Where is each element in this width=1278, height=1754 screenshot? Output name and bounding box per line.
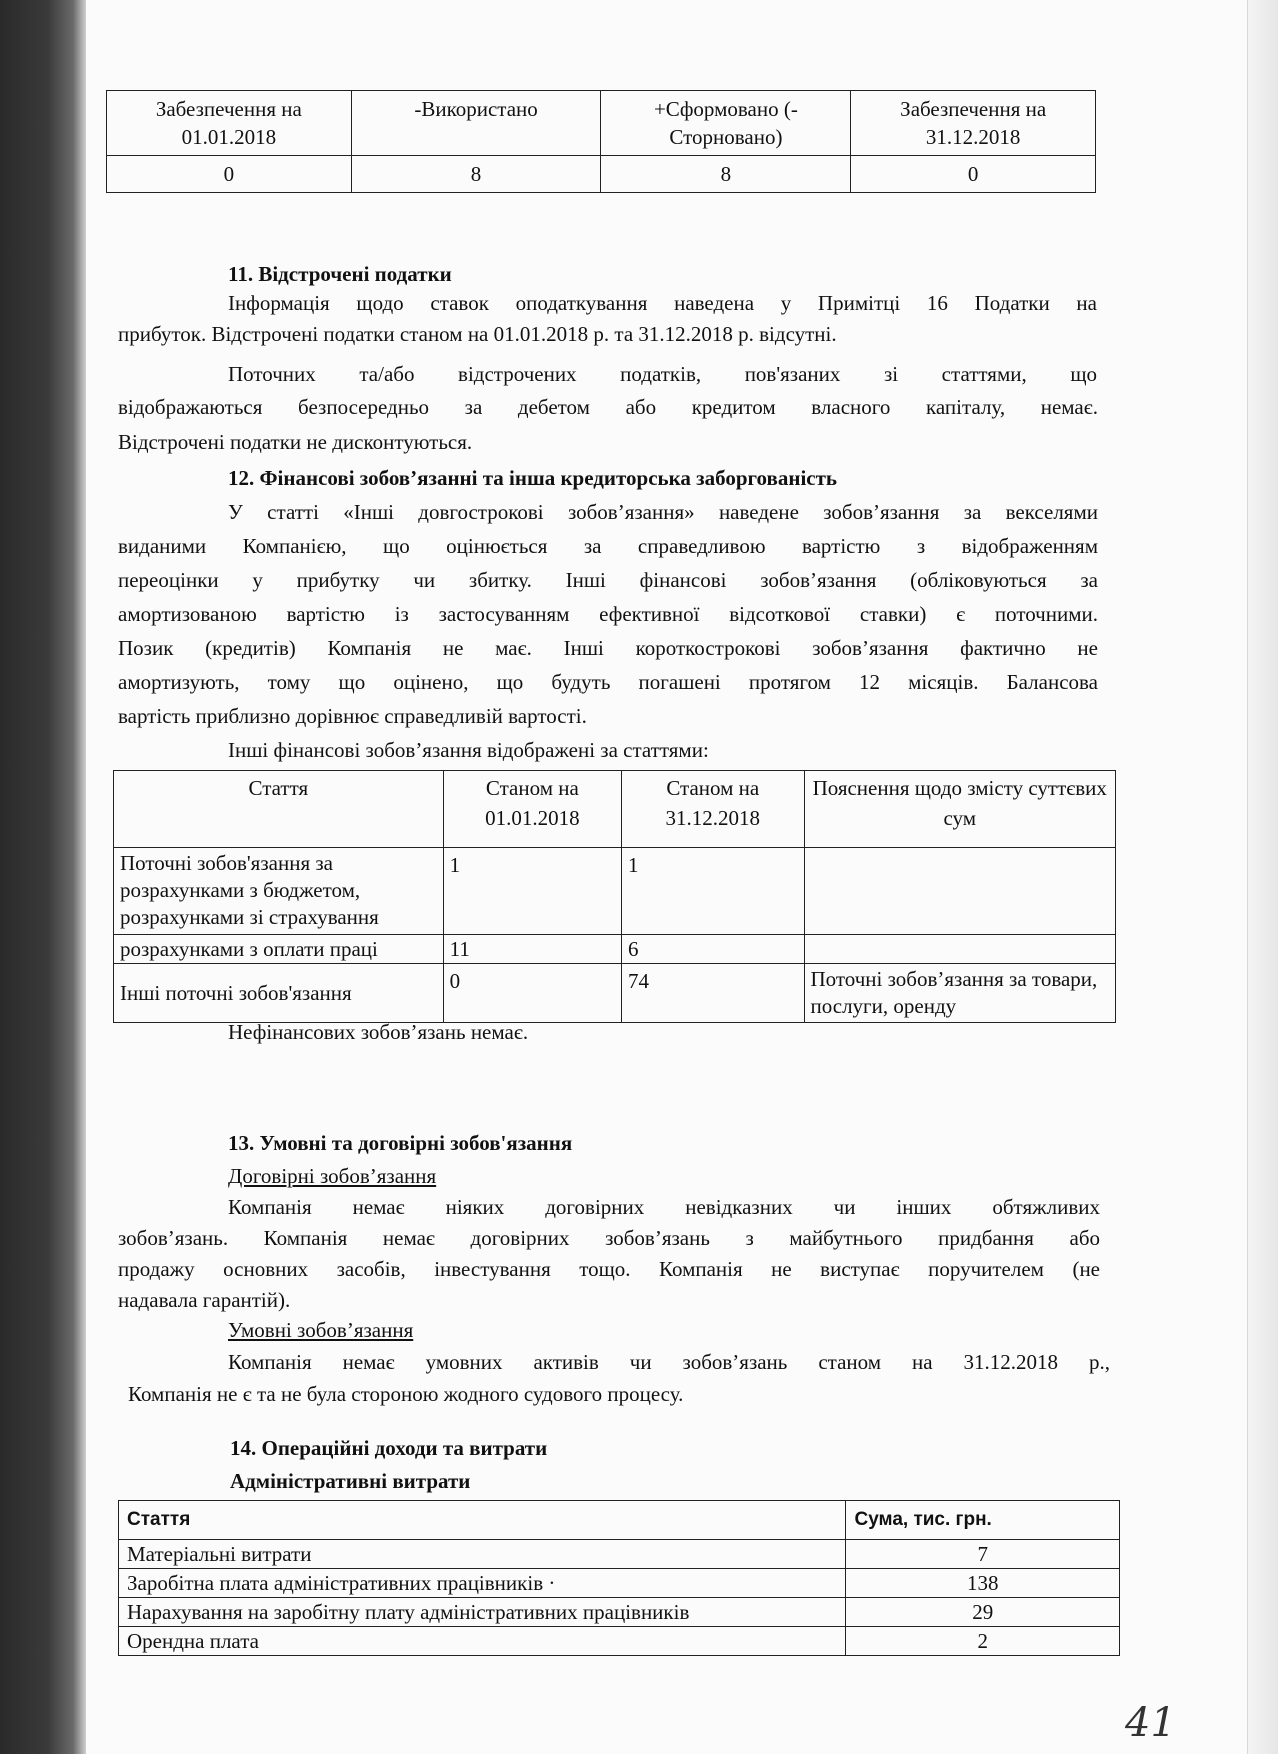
scan-shadow bbox=[0, 0, 86, 1754]
section-heading-14: 14. Операційні доходи та витрати bbox=[230, 1436, 548, 1460]
paragraph-line: амортизованою вартістю із застосуванням ефективної відсоткової ставки) є поточними. bbox=[118, 602, 1098, 626]
table-cell: 138 bbox=[846, 1569, 1120, 1598]
section-heading-12: 12. Фінансові зобов’язанні та інша кредиторська заборгованість bbox=[228, 466, 838, 490]
table-cell: 1 bbox=[622, 848, 804, 935]
table-header-cell: Стаття bbox=[114, 771, 444, 848]
table-cell: Орендна плата bbox=[119, 1627, 846, 1656]
table-row bbox=[107, 156, 1096, 193]
paragraph-line: Поточних та/або відстрочених податків, пов'язаних зі статтями, що bbox=[228, 362, 1097, 386]
table-row bbox=[114, 964, 1116, 1023]
table-row bbox=[114, 935, 1116, 964]
table-cell: 0 bbox=[107, 156, 352, 193]
table-row bbox=[119, 1540, 1120, 1569]
page-edge bbox=[1247, 0, 1278, 1754]
table-cell: Поточні зобов’язання за товари, послуги, оренду bbox=[804, 964, 1116, 1023]
paragraph-line: Компанія не є та не була стороною жодного судового процесу. bbox=[128, 1382, 684, 1406]
paragraph-line: Відстрочені податки не дисконтуються. bbox=[118, 430, 473, 454]
table-header-cell: +Сформовано (-Сторновано) bbox=[601, 91, 851, 156]
table-header-cell: Забезпечення на 01.01.2018 bbox=[107, 91, 352, 156]
paragraph-line: зобов’язань. Компанія немає договірних зобов’язань з майбутнього придбання або bbox=[118, 1226, 1100, 1250]
paragraph-line: вартість приблизно дорівнює справедливій вартості. bbox=[118, 704, 587, 728]
table-header-row bbox=[114, 771, 1116, 848]
table-cell: Поточні зобов'язання за розрахунками з бюджетом, розрахунками зі страхування bbox=[114, 848, 444, 935]
table-header-cell: Сума, тис. грн. bbox=[846, 1501, 1120, 1540]
table-row bbox=[119, 1569, 1120, 1598]
table-cell: 11 bbox=[443, 935, 621, 964]
table-cell: 8 bbox=[351, 156, 601, 193]
table-header-cell: -Використано bbox=[351, 91, 601, 156]
paragraph-line: надавала гарантій). bbox=[118, 1288, 291, 1312]
table-header-cell: Станом на 01.01.2018 bbox=[443, 771, 621, 848]
table-cell: 0 bbox=[443, 964, 621, 1023]
paragraph-line: переоцінки у прибутку чи збитку. Інші фінансові зобов’язання (обліковуються за bbox=[118, 568, 1098, 592]
table-header-cell: Забезпечення на 31.12.2018 bbox=[851, 91, 1096, 156]
table-cell: 7 bbox=[846, 1540, 1120, 1569]
table-cell bbox=[804, 935, 1116, 964]
table-cell: 2 bbox=[846, 1627, 1120, 1656]
table-cell: Матеріальні витрати bbox=[119, 1540, 846, 1569]
paragraph-line: прибуток. Відстрочені податки станом на 01.01.2018 р. та 31.12.2018 р. відсутні. bbox=[118, 322, 837, 346]
table-cell bbox=[804, 848, 1116, 935]
paragraph-line: Позик (кредитів) Компанія не має. Інші короткострокові зобов’язання фактично не bbox=[118, 636, 1098, 660]
paragraph-line: У статті «Інші довгострокові зобов’язання» наведене зобов’язання за векселями bbox=[228, 500, 1098, 524]
table-row bbox=[119, 1598, 1120, 1627]
paragraph-line: Компанія немає ніяких договірних невідказних чи інших обтяжливих bbox=[228, 1195, 1100, 1219]
table-header-row bbox=[119, 1501, 1120, 1540]
table-intro: Інші фінансові зобов’язання відображені за статтями: bbox=[228, 738, 709, 762]
admin-expenses-table bbox=[118, 1500, 1120, 1656]
paragraph-line: Компанія немає умовних активів чи зобов’язань станом на 31.12.2018 р., bbox=[228, 1350, 1110, 1374]
paragraph-line: амортизують, тому що оцінено, що будуть погашені протягом 12 місяців. Балансова bbox=[118, 670, 1098, 694]
table-cell: Нарахування на заробітну плату адміністративних працівників bbox=[119, 1598, 846, 1627]
table-header-cell: Станом на 31.12.2018 bbox=[622, 771, 804, 848]
subheading-contingent: Умовні зобов’язання bbox=[228, 1318, 414, 1342]
table-cell: 0 bbox=[851, 156, 1096, 193]
section-heading-11: 11. Відстрочені податки bbox=[228, 262, 452, 286]
financial-liabilities-table bbox=[113, 770, 1116, 1023]
handwritten-page-number: 41 bbox=[1125, 1700, 1176, 1746]
subheading-contractual: Договірні зобов’язання bbox=[228, 1164, 437, 1188]
provisions-table bbox=[106, 90, 1096, 193]
table-cell: 1 bbox=[443, 848, 621, 935]
table-row bbox=[114, 848, 1116, 935]
section-heading-13: 13. Умовні та договірні зобов'язання bbox=[228, 1131, 573, 1155]
paragraph-line: продажу основних засобів, інвестування тощо. Компанія не виступає поручителем (не bbox=[118, 1257, 1100, 1281]
table-cell: Інші поточні зобов'язання bbox=[114, 964, 444, 1023]
subheading-admin-expenses: Адміністративні витрати bbox=[230, 1469, 471, 1493]
paragraph-line: відображаються безпосередньо за дебетом або кредитом власного капіталу, немає. bbox=[118, 395, 1098, 419]
table-cell: розрахунками з оплати праці bbox=[114, 935, 444, 964]
table-cell: 29 bbox=[846, 1598, 1120, 1627]
table-cell: 6 bbox=[622, 935, 804, 964]
table-header-cell: Пояснення щодо змісту суттєвих сум bbox=[804, 771, 1116, 848]
paragraph-line: Нефінансових зобов’язань немає. bbox=[228, 1020, 529, 1044]
paragraph-line: Інформація щодо ставок оподаткування наведена у Примітці 16 Податки на bbox=[228, 291, 1097, 315]
table-cell: 74 bbox=[622, 964, 804, 1023]
table-cell: 8 bbox=[601, 156, 851, 193]
table-cell: Заробітна плата адміністративних працівників · bbox=[119, 1569, 846, 1598]
table-header-cell: Стаття bbox=[119, 1501, 846, 1540]
table-header-row bbox=[107, 91, 1096, 156]
table-row bbox=[119, 1627, 1120, 1656]
paragraph-line: виданими Компанією, що оцінюється за справедливою вартістю з відображенням bbox=[118, 534, 1098, 558]
